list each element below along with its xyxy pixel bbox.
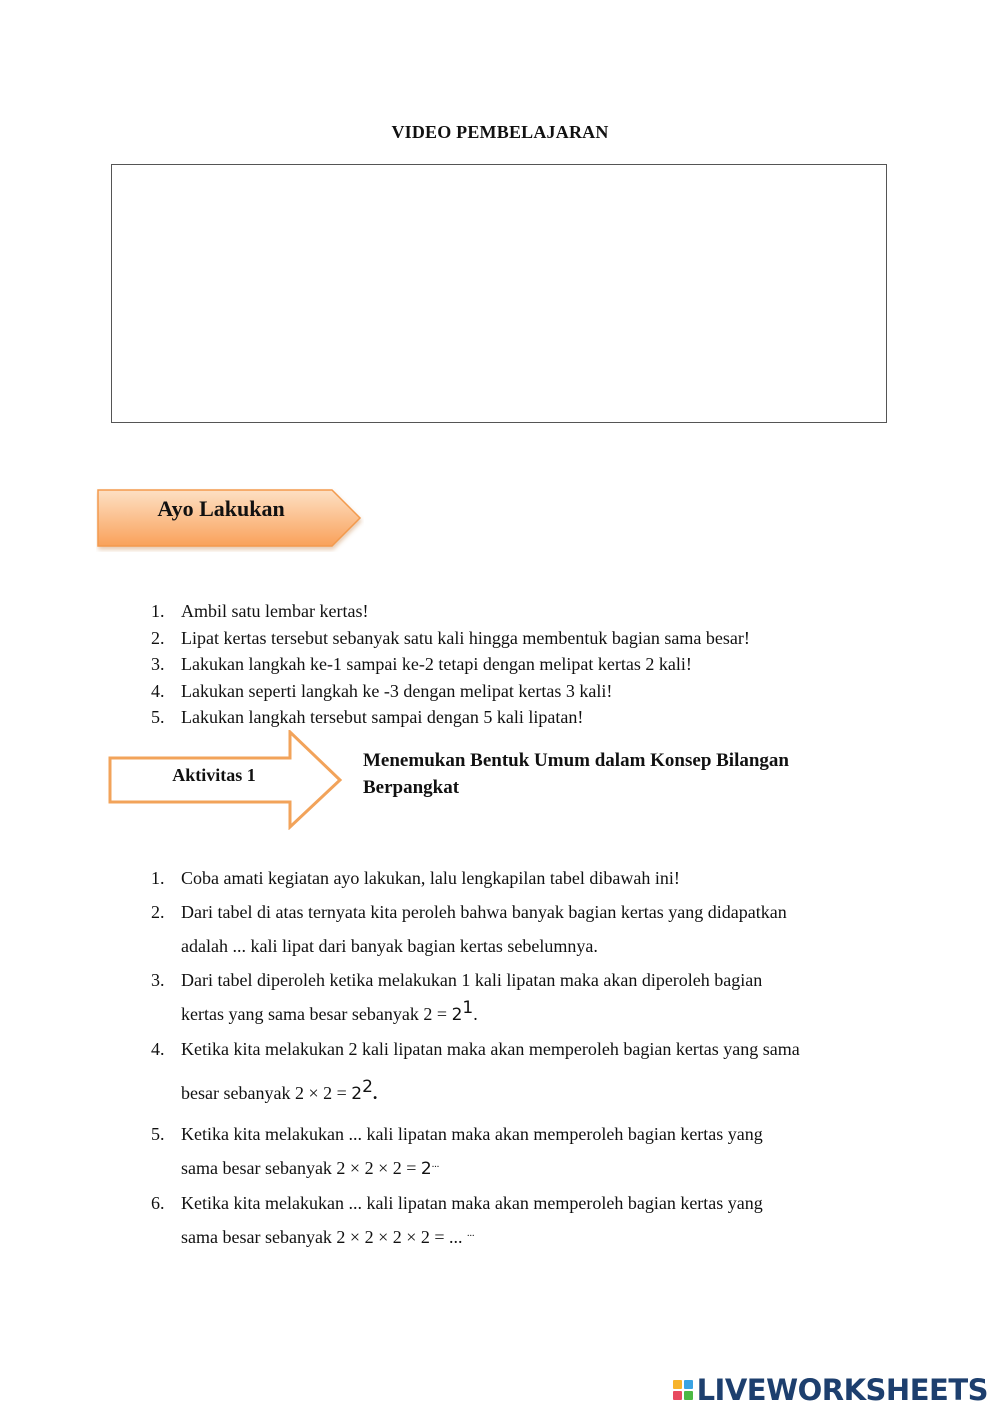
- list-item: 6. Ketika kita melakukan ... kali lipatan maka akan memperoleh bagian kertas yang sama besar sebanyak 2 × 2 × 2 × 2 = ... ...: [151, 1193, 763, 1247]
- liveworksheets-logo-icon: [673, 1380, 693, 1400]
- ayo-lakukan-steps: [151, 598, 911, 731]
- aktivitas-label: Aktivitas 1: [172, 765, 256, 785]
- list-item: 2. Lipat kertas tersebut sebanyak satu kali hingga membentuk bagian sama besar!: [151, 627, 750, 648]
- list-item: 2. Dari tabel di atas ternyata kita peroleh bahwa banyak bagian kertas yang didapatkan adalah ... kali lipat dari banyak bagian kertas sebelumnya.: [151, 902, 787, 956]
- list-item: 1. Coba amati kegiatan ayo lakukan, lalu lengkapilan tabel dibawah ini!: [151, 868, 680, 888]
- list-item: 3. Lakukan langkah ke-1 sampai ke-2 tetapi dengan melipat kertas 2 kali!: [151, 654, 692, 675]
- list-item: 4. Lakukan seperti langkah ke -3 dengan melipat kertas 3 kali!: [151, 680, 613, 701]
- list-item: 4. Ketika kita melakukan 2 kali lipatan maka akan memperoleh bagian kertas yang sama besar sebanyak $2 \times 2 = 2^2$.: [151, 1039, 800, 1104]
- video-placeholder[interactable]: [111, 164, 887, 423]
- aktivitas-questions: [151, 861, 911, 1254]
- list-item: 1. Ambil satu lembar kertas!: [151, 601, 369, 621]
- liveworksheets-brand[interactable]: [673, 1372, 988, 1408]
- list-item: 5. Ketika kita melakukan ... kali lipatan maka akan memperoleh bagian kertas yang sama besar sebanyak 2 × 2 × 2 = 2...: [151, 1124, 763, 1179]
- list-item: 5. Lakukan langkah tersebut sampai dengan 5 kali lipatan!: [151, 707, 584, 728]
- aktivitas-heading: Menemukan Bentuk Umum dalam Konsep Bilangan Berpangkat: [363, 750, 789, 798]
- ayo-lakukan-label: Ayo Lakukan: [157, 496, 285, 521]
- video-section-title: VIDEO PEMBELAJARAN: [391, 122, 609, 142]
- list-item: 3. Dari tabel diperoleh ketika melakukan 1 kali lipatan maka akan diperoleh bagian kertas yang sama besar sebanyak $2 = 2^1$.: [151, 970, 763, 1025]
- brand-text: LIVEWORKSHEETS: [696, 1373, 988, 1407]
